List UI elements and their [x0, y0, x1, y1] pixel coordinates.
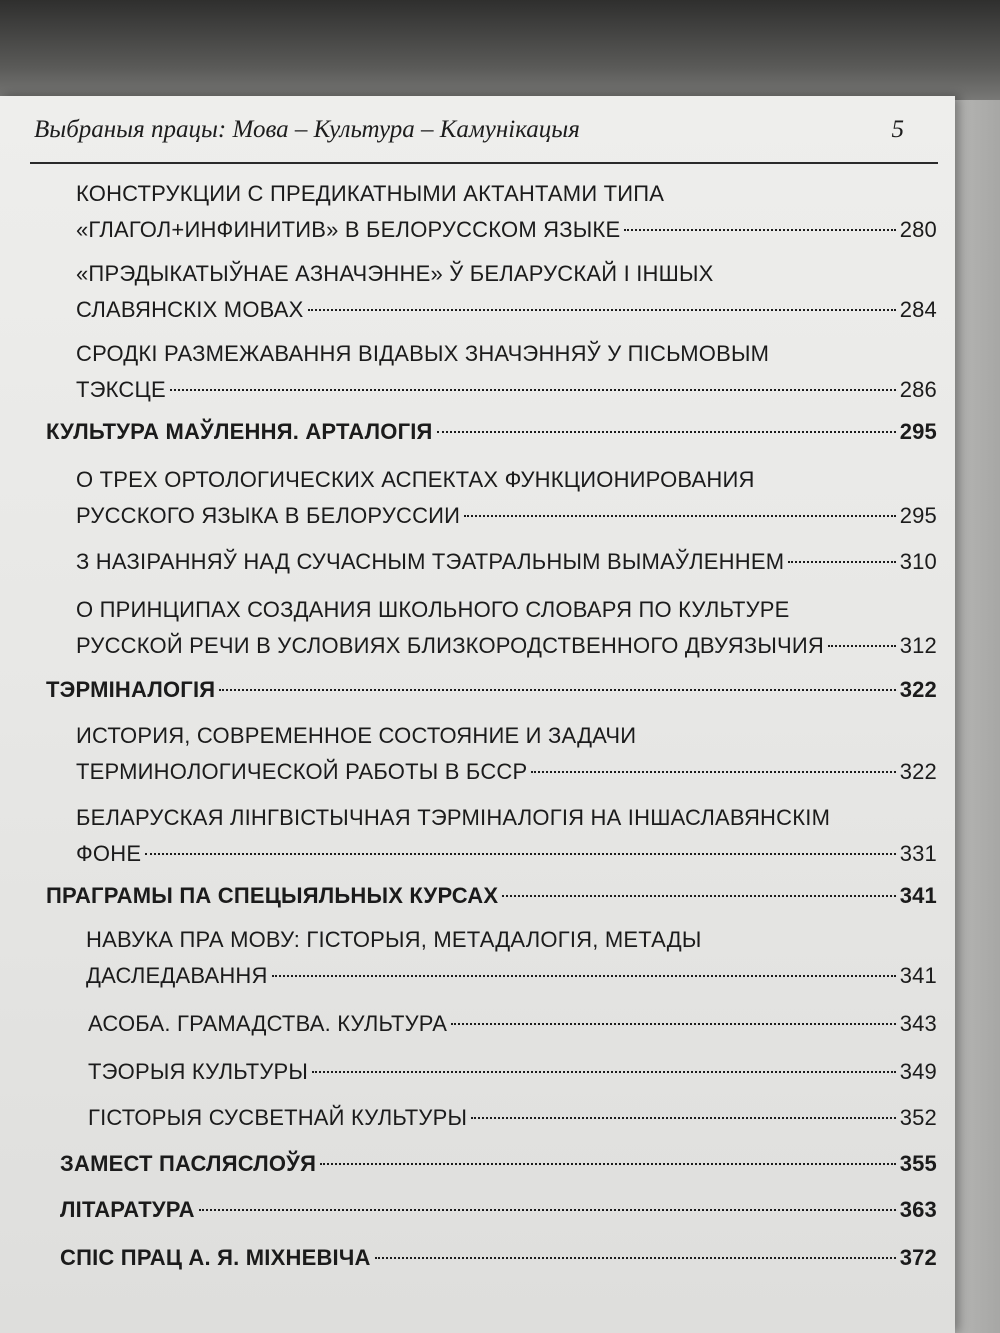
toc-page-number: 341 [899, 883, 937, 908]
toc-page-number: 284 [899, 297, 937, 322]
toc-entry [88, 1100, 937, 1136]
toc-section [60, 1192, 937, 1228]
toc-section [60, 1240, 937, 1276]
running-header-title: Выбраныя працы: Мова – Культура – Камунікацыя [34, 116, 580, 143]
toc-section [60, 1146, 937, 1182]
toc-section-title: ПРАГРАМЫ ПА СПЕЦЫЯЛЬНЫХ КУРСАХ [46, 883, 499, 908]
toc-entry [76, 462, 937, 534]
toc-entry-title-line: ТЭКСЦЕ [76, 377, 166, 402]
dot-leader [464, 514, 895, 517]
toc-page-number: 286 [899, 377, 937, 402]
toc-page-number: 295 [899, 503, 937, 528]
toc-entry [76, 592, 937, 664]
dot-leader [170, 388, 896, 391]
dot-leader [320, 1162, 896, 1165]
toc-page-number: 372 [899, 1245, 937, 1270]
toc-entry-title-line: «ПРЭДЫКАТЫЎНАЕ АЗНАЧЭННЕ» Ў БЕЛАРУСКАЙ І ІНШЫХ [76, 261, 714, 286]
toc-section-title: КУЛЬТУРА МАЎЛЕННЯ. АРТАЛОГІЯ [46, 419, 433, 444]
toc-section-title: ЛІТАРАТУРА [60, 1197, 195, 1222]
toc-page-number: 355 [899, 1151, 937, 1176]
toc-page-number: 280 [899, 217, 937, 242]
toc-entry [76, 718, 937, 790]
dot-leader [788, 560, 895, 563]
toc-page-number: 352 [899, 1105, 937, 1130]
page-number: 5 [891, 116, 904, 143]
dot-leader [531, 770, 895, 773]
dot-leader [451, 1022, 896, 1025]
dot-leader [219, 688, 895, 691]
dot-leader [828, 644, 896, 647]
dot-leader [502, 894, 895, 897]
toc-entry-title-line: БЕЛАРУСКАЯ ЛІНГВІСТЫЧНАЯ ТЭРМІНАЛОГІЯ НА ІНШАСЛАВЯНСКІМ [76, 805, 831, 830]
dot-leader [308, 308, 896, 311]
toc-entry-title-line: РУССКОГО ЯЗЫКА В БЕЛОРУССИИ [76, 503, 461, 528]
toc-page-number: 343 [899, 1011, 937, 1036]
toc-entry [76, 256, 937, 328]
toc-entry-title-line: ТЕРМИНОЛОГИЧЕСКОЙ РАБОТЫ В БССР [76, 759, 528, 784]
toc-entry-title-line: ФОНЕ [76, 841, 142, 866]
dot-leader [471, 1116, 896, 1119]
dot-leader [312, 1070, 896, 1073]
toc-entry [88, 1006, 937, 1042]
toc-entry [88, 1054, 937, 1090]
toc-entry-title-line: РУССКОЙ РЕЧИ В УСЛОВИЯХ БЛИЗКОРОДСТВЕННОГО ДВУЯЗЫЧИЯ [76, 633, 824, 658]
toc-entry-title-line: ТЭОРЫЯ КУЛЬТУРЫ [88, 1059, 309, 1084]
dot-leader [437, 430, 896, 433]
toc-page-number: 295 [899, 419, 937, 444]
dot-leader [199, 1208, 896, 1211]
toc-page-number: 322 [899, 759, 937, 784]
toc-page-number: 310 [899, 549, 937, 574]
toc-section-title: ТЭРМІНАЛОГІЯ [46, 677, 216, 702]
toc-entry-title-line: О ПРИНЦИПАХ СОЗДАНИЯ ШКОЛЬНОГО СЛОВАРЯ ПО КУЛЬТУРЕ [76, 597, 790, 622]
toc-entry [76, 800, 937, 872]
toc-entry-title-line: О ТРЕХ ОРТОЛОГИЧЕСКИХ АСПЕКТАХ ФУНКЦИОНИРОВАНИЯ [76, 467, 755, 492]
toc-entry-title-line: АСОБА. ГРАМАДСТВА. КУЛЬТУРА [88, 1011, 448, 1036]
toc-section [46, 672, 937, 708]
dot-leader [272, 974, 896, 977]
dot-leader [375, 1256, 896, 1259]
toc-entry-title-line: СЛАВЯНСКІХ МОВАХ [76, 297, 304, 322]
toc-section [46, 878, 937, 914]
toc-page-number: 322 [899, 677, 937, 702]
dot-leader [145, 852, 895, 855]
toc-entry-title-line: КОНСТРУКЦИИ С ПРЕДИКАТНЫМИ АКТАНТАМИ ТИПА [76, 181, 665, 206]
toc-entry-title-line: ИСТОРИЯ, СОВРЕМЕННОЕ СОСТОЯНИЕ И ЗАДАЧИ [76, 723, 637, 748]
book-page [0, 96, 955, 1333]
toc-section-title: ЗАМЕСТ ПАСЛЯСЛОЎЯ [60, 1151, 317, 1176]
toc-page-number: 331 [899, 841, 937, 866]
toc-entry-title-line: ДАСЛЕДАВАННЯ [86, 963, 268, 988]
toc-entry-title-line: НАВУКА ПРА МОВУ: ГІСТОРЫЯ, МЕТАДАЛОГІЯ, МЕТАДЫ [86, 927, 702, 952]
toc-page-number: 312 [899, 633, 937, 658]
toc-section-title: СПІС ПРАЦ А. Я. МІХНЕВІЧА [60, 1245, 371, 1270]
toc-entry-title-line: СРОДКІ РАЗМЕЖАВАННЯ ВІДАВЫХ ЗНАЧЭННЯЎ У ПІСЬМОВЫМ [76, 341, 770, 366]
toc-entry [76, 336, 937, 408]
toc-page-number: 363 [899, 1197, 937, 1222]
toc-entry [86, 922, 937, 994]
toc-entry-title-line: З НАЗІРАННЯЎ НАД СУЧАСНЫМ ТЭАТРАЛЬНЫМ ВЫМАЎЛЕННЕМ [76, 549, 785, 574]
toc-section [46, 414, 937, 450]
toc-page-number: 349 [899, 1059, 937, 1084]
toc-entry [76, 176, 937, 248]
dot-leader [624, 228, 895, 231]
toc-entry-title-line: ГІСТОРЫЯ СУСВЕТНАЙ КУЛЬТУРЫ [88, 1105, 468, 1130]
table-of-contents [0, 96, 955, 1333]
toc-entry [76, 544, 937, 580]
toc-entry-title-line: «ГЛАГОЛ+ИНФИНИТИВ» В БЕЛОРУССКОМ ЯЗЫКЕ [76, 217, 621, 242]
toc-page-number: 341 [899, 963, 937, 988]
